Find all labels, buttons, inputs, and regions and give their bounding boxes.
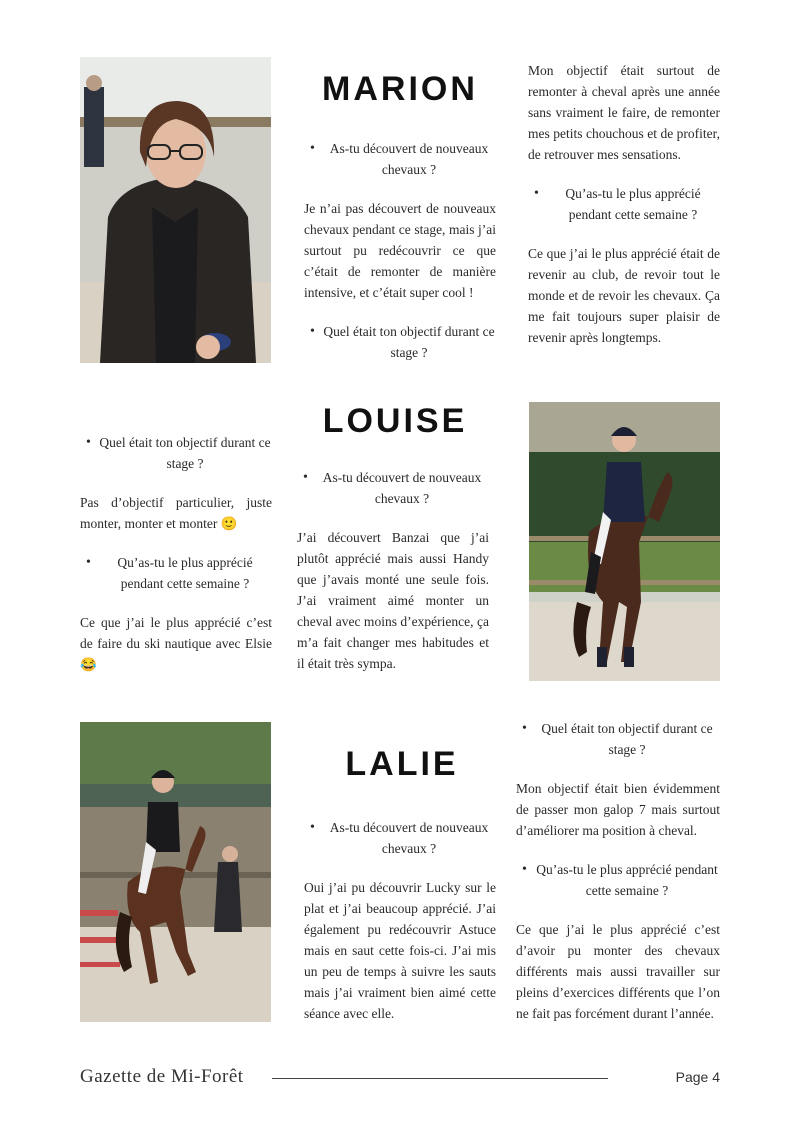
- lalie-side-column: [516, 718, 720, 1042]
- lalie-answer-objective: Mon objectif était bien évidemment de passer mon galop 7 mais surtout d’améliorer ma position à cheval.: [516, 781, 720, 838]
- photo-marion: [80, 57, 271, 363]
- louise-question-favorite: • Qu’as-tu le plus apprécié pendant cette semaine ?: [80, 552, 272, 594]
- footer-page-number: Page 4: [675, 1069, 720, 1085]
- lalie-question-objective: • Quel était ton objectif durant ce stage ?: [516, 718, 720, 760]
- marion-question-favorite: • Qu’as-tu le plus apprécié pendant cette semaine ?: [528, 183, 720, 225]
- marion-side-column: [528, 60, 720, 366]
- marion-center-column: [304, 138, 496, 381]
- name-louise: LOUISE: [322, 402, 468, 440]
- lalie-question-favorite: • Qu’as-tu le plus apprécié pendant cette semaine ?: [516, 859, 720, 901]
- lalie-answer-favorite: Ce que j’ai le plus apprécié c’est d’avoir pu monter des chevaux différents mais aussi travailler sur pleins d’exercices différents que l’on ne fait pas forcément durant l’année.: [516, 922, 720, 1021]
- louise-question-new-horses: • As-tu découvert de nouveaux chevaux ?: [297, 467, 489, 509]
- marion-answer-favorite: Ce que j’ai le plus apprécié était de revenir au club, de revoir tout le monde et de revoir les chevaux. Ça me fait toujours super plaisir de revenir après longtemps.: [528, 246, 720, 345]
- louise-answer-objective: Pas d’objectif particulier, juste monter, monter et monter 🙂: [80, 495, 272, 531]
- marion-answer-objective: Mon objectif était surtout de remonter à cheval après une année sans vraiment le faire, de remonter mes petits chouchous et de profiter, de retrouver mes sensations.: [528, 63, 720, 162]
- louise-answer-favorite: Ce que j’ai le plus apprécié c’est de faire du ski nautique avec Elsie 😂: [80, 615, 272, 672]
- name-marion: MARION: [322, 70, 478, 108]
- marion-answer-new-horses: Je n’ai pas découvert de nouveaux chevaux pendant ce stage, mais j’ai surtout pu redécouvrir ce que c’était de remonter de manière intensive, et c’était super cool !: [304, 201, 496, 300]
- louise-side-column: [80, 432, 272, 693]
- louise-question-objective: • Quel était ton objectif durant ce stage ?: [80, 432, 272, 474]
- louise-center-column: [297, 467, 489, 692]
- lalie-center-column: [304, 817, 496, 1042]
- photo-lalie: [80, 722, 271, 1022]
- footer-gazette-title: Gazette de Mi-Forêt: [80, 1066, 244, 1087]
- photo-louise: [529, 402, 720, 681]
- lalie-answer-new-horses: Oui j’ai pu découvrir Lucky sur le plat et j’ai beaucoup apprécié. J’ai également pu redécouvrir Astuce mais en saut cette fois-ci. J’ai mis un peu de temps à suivre les sauts mais j’ai vraiment bien aimé cette séance avec elle.: [304, 880, 496, 1021]
- footer-divider: [272, 1078, 608, 1079]
- marion-question-objective: • Quel était ton objectif durant ce stage ?: [304, 321, 496, 363]
- marion-question-new-horses: • As-tu découvert de nouveaux chevaux ?: [304, 138, 496, 180]
- name-lalie: LALIE: [345, 745, 459, 783]
- louise-answer-new-horses: J’ai découvert Banzai que j’ai plutôt apprécié mais aussi Handy que j’avais monté une seule fois. J’ai vraiment aimé monter un cheval avec moins d’expérience, ça m’a fait changer mes habitudes et il était très sympa.: [297, 530, 489, 671]
- lalie-question-new-horses: • As-tu découvert de nouveaux chevaux ?: [304, 817, 496, 859]
